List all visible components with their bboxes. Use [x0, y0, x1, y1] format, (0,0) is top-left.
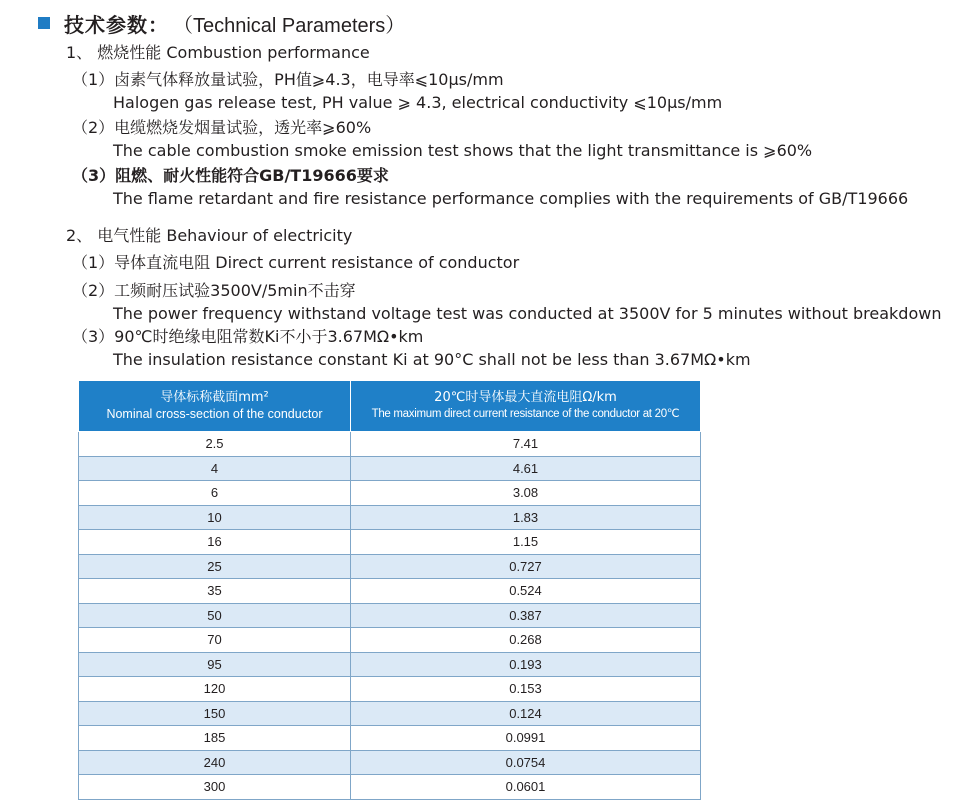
header-en: The maximum direct current resistance of the conductor at 20℃ — [371, 408, 680, 420]
table-row — [79, 456, 701, 481]
cell-resistance: 0.0991 — [351, 726, 701, 751]
cell-cross-section: 120 — [79, 677, 351, 702]
table-row — [79, 652, 701, 677]
cell-resistance: 0.193 — [351, 652, 701, 677]
cell-resistance: 0.387 — [351, 603, 701, 628]
item-zh: （2）工频耐压试验3500V/5min不击穿 — [72, 281, 356, 300]
table-row — [79, 701, 701, 726]
table-row — [79, 432, 701, 457]
header-resistance — [351, 381, 701, 432]
item-zh: （1）卤素气体释放量试验，PH值⩾4.3，电导率⩽10μs/mm — [72, 70, 504, 89]
heading-en: （Technical Parameters） — [173, 14, 406, 37]
table-row — [79, 554, 701, 579]
square-bullet-icon — [38, 17, 50, 29]
cell-resistance: 4.61 — [351, 456, 701, 481]
table-header-row — [79, 381, 701, 432]
item-zh: （3）阻燃、耐火性能符合GB/T19666要求 — [72, 166, 389, 185]
header-cross-section — [79, 381, 351, 432]
table-row — [79, 628, 701, 653]
cell-cross-section: 300 — [79, 775, 351, 800]
cell-cross-section: 240 — [79, 750, 351, 775]
cell-cross-section: 6 — [79, 481, 351, 506]
table-row — [79, 726, 701, 751]
cell-resistance: 0.124 — [351, 701, 701, 726]
table-row — [79, 603, 701, 628]
cell-resistance: 1.15 — [351, 530, 701, 555]
item-en: The power frequency withstand voltage test was conducted at 3500V for 5 minutes without breakdown — [113, 304, 942, 323]
item-en: Halogen gas release test, PH value ⩾ 4.3, electrical conductivity ⩽10μs/mm — [113, 93, 723, 112]
cell-cross-section: 16 — [79, 530, 351, 555]
item-en: The flame retardant and fire resistance performance complies with the requirements of GB/T19666 — [113, 189, 909, 208]
table-row — [79, 750, 701, 775]
table-row — [79, 530, 701, 555]
cell-resistance: 0.524 — [351, 579, 701, 604]
cell-resistance: 0.268 — [351, 628, 701, 653]
item-en: The cable combustion smoke emission test shows that the light transmittance is ⩾60% — [113, 141, 813, 160]
item-en: The insulation resistance constant Ki at 90°C shall not be less than 3.67MΩ•km — [113, 350, 751, 369]
cell-cross-section: 2.5 — [79, 432, 351, 457]
section-heading — [38, 8, 405, 38]
cell-cross-section: 95 — [79, 652, 351, 677]
table-row — [79, 579, 701, 604]
item-zh: （3）90℃时绝缘电阻常数Ki不小于3.67MΩ•km — [72, 327, 424, 346]
cell-resistance: 0.153 — [351, 677, 701, 702]
cell-resistance: 0.0601 — [351, 775, 701, 800]
header-zh: 导体标称截面mm² — [160, 390, 269, 405]
item-zh: （1）导体直流电阻 Direct current resistance of conductor — [72, 253, 520, 272]
cell-cross-section: 150 — [79, 701, 351, 726]
cell-resistance: 3.08 — [351, 481, 701, 506]
cell-cross-section: 35 — [79, 579, 351, 604]
heading-zh: 技术参数： — [64, 12, 169, 37]
table-row — [79, 775, 701, 800]
section-title-electricity: 2、 电气性能 Behaviour of electricity — [66, 226, 353, 245]
cell-cross-section: 50 — [79, 603, 351, 628]
cell-resistance: 7.41 — [351, 432, 701, 457]
header-zh: 20℃时导体最大直流电阻Ω/km — [434, 390, 617, 405]
table-row — [79, 481, 701, 506]
cell-cross-section: 25 — [79, 554, 351, 579]
resistance-table — [78, 380, 700, 800]
cell-resistance: 0.727 — [351, 554, 701, 579]
cell-cross-section: 10 — [79, 505, 351, 530]
table-body — [79, 432, 701, 800]
cell-resistance: 0.0754 — [351, 750, 701, 775]
section-title-combustion: 1、 燃烧性能 Combustion performance — [66, 43, 370, 62]
item-zh: （2）电缆燃烧发烟量试验，透光率⩾60% — [72, 118, 372, 137]
header-en: Nominal cross-section of the conductor — [106, 407, 323, 421]
table-row — [79, 677, 701, 702]
cell-cross-section: 70 — [79, 628, 351, 653]
cell-resistance: 1.83 — [351, 505, 701, 530]
cell-cross-section: 4 — [79, 456, 351, 481]
cell-cross-section: 185 — [79, 726, 351, 751]
table-row — [79, 505, 701, 530]
